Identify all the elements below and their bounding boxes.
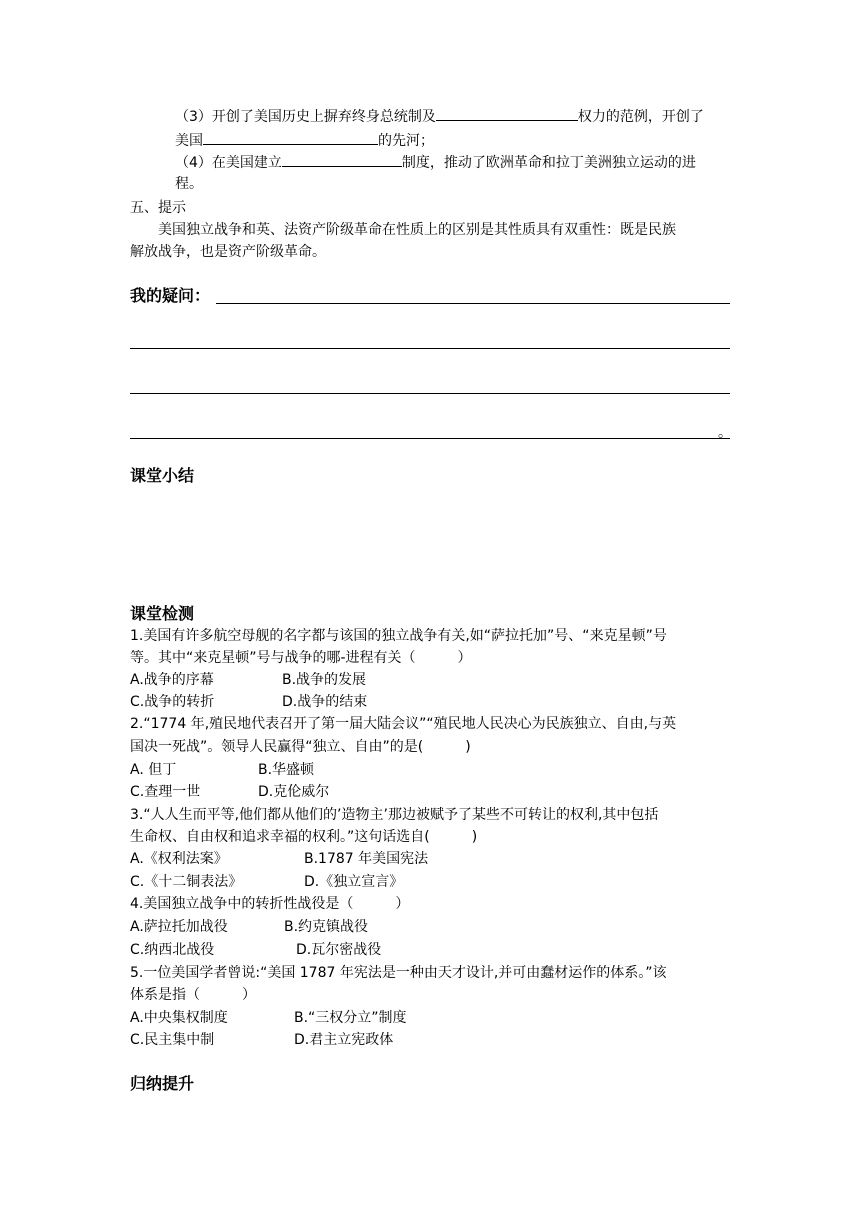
q4-line1: 4.美国独立战争中的转折性战役是（ ） [130, 896, 410, 912]
induction-heading: 归纳提升 [130, 1074, 195, 1093]
my-questions-label: 我的疑问： [130, 286, 211, 305]
q3-option-b[interactable]: B.1787 年美国宪法 [304, 851, 429, 867]
item3-line2-suffix: 的先河； [378, 133, 434, 149]
q3-option-d[interactable]: D.《独立宣言》 [304, 874, 404, 890]
summary-heading: 课堂小结 [130, 466, 195, 485]
q3-option-c[interactable]: C.《十二铜表法》 [130, 874, 243, 890]
q5-option-d[interactable]: D.君主立宪政体 [294, 1032, 394, 1048]
q5-line1: 5.一位美国学者曾说:“美国 1787 年宪法是一种由天才设计,并可由蠢材运作的体系。”该 [130, 965, 667, 981]
q4-option-b[interactable]: B.约克镇战役 [284, 919, 369, 935]
q5-line2: 体系是指（ ） [130, 987, 256, 1003]
questions-end-mark: 。 [718, 425, 732, 441]
q1-line2: 等。其中“来克星顿”号与战争的哪-进程有关（ ） [130, 650, 472, 666]
q2-line2: 国决一死战”。领导人民赢得“独立、自由”的是( ) [130, 739, 471, 755]
q2-line1: 2.“1774 年,殖民地代表召开了第一届大陆会议”“殖民地人民决心为民族独立、自由,与英 [130, 716, 677, 732]
q2-option-b[interactable]: B.华盛顿 [258, 762, 315, 778]
q1-option-a[interactable]: A.战争的序幕 [130, 672, 214, 688]
item3-blank2[interactable] [203, 130, 378, 145]
q1-option-b[interactable]: B.战争的发展 [282, 672, 367, 688]
q2-option-a[interactable]: A. 但丁 [130, 762, 177, 778]
item3-blank1[interactable] [436, 106, 578, 121]
item4-suffix: 制度，推动了欧洲革命和拉丁美洲独立运动的进 [401, 155, 696, 171]
q1-option-d[interactable]: D.战争的结束 [282, 694, 368, 710]
questions-line-2[interactable] [130, 348, 730, 349]
q4-option-c[interactable]: C.纳西北战役 [130, 942, 215, 958]
section5-line1: 美国独立战争和英、法资产阶级革命在性质上的区别是其性质具有双重性：既是民族 [158, 222, 676, 238]
item3-line2 [175, 130, 434, 151]
questions-line-1[interactable] [216, 303, 730, 304]
q1-line1: 1.美国有许多航空母舰的名字都与该国的独立战争有关,如“萨拉托加”号、“来克星顿”号 [130, 628, 667, 644]
q2-option-c[interactable]: C.查理一世 [130, 784, 201, 800]
item3-middle: 权力的范例，开创了 [577, 109, 704, 125]
questions-line-3[interactable] [130, 393, 730, 394]
check-heading: 课堂检测 [130, 604, 195, 623]
q5-option-a[interactable]: A.中央集权制度 [130, 1010, 228, 1026]
q5-option-b[interactable]: B.“三权分立”制度 [294, 1010, 407, 1026]
q4-option-a[interactable]: A.萨拉托加战役 [130, 919, 228, 935]
item3-line1 [175, 106, 704, 127]
item4-blank[interactable] [282, 152, 402, 167]
q4-option-d[interactable]: D.瓦尔密战役 [296, 942, 382, 958]
item3-line2-prefix: 美国 [175, 133, 203, 149]
q3-line1: 3.“人人生而平等,他们都从他们的’造物主’那边被赋予了某些不可转让的权利,其中包括 [130, 807, 659, 823]
questions-line-4[interactable] [130, 438, 730, 439]
q3-line2: 生命权、自由权和追求幸福的权利。”这句话选自( ) [130, 829, 478, 845]
section5-heading: 五、提示 [130, 200, 186, 216]
q2-option-d[interactable]: D.克伦威尔 [258, 784, 330, 800]
item4-prefix: （4）在美国建立 [175, 155, 282, 171]
item4-line2: 程。 [175, 176, 203, 192]
q3-option-a[interactable]: A.《权利法案》 [130, 851, 228, 867]
item4-line1 [175, 152, 696, 173]
q1-option-c[interactable]: C.战争的转折 [130, 694, 215, 710]
item3-prefix: （3）开创了美国历史上摒弃终身总统制及 [175, 109, 436, 125]
q5-option-c[interactable]: C.民主集中制 [130, 1032, 215, 1048]
section5-line2: 解放战争，也是资产阶级革命。 [130, 244, 326, 260]
